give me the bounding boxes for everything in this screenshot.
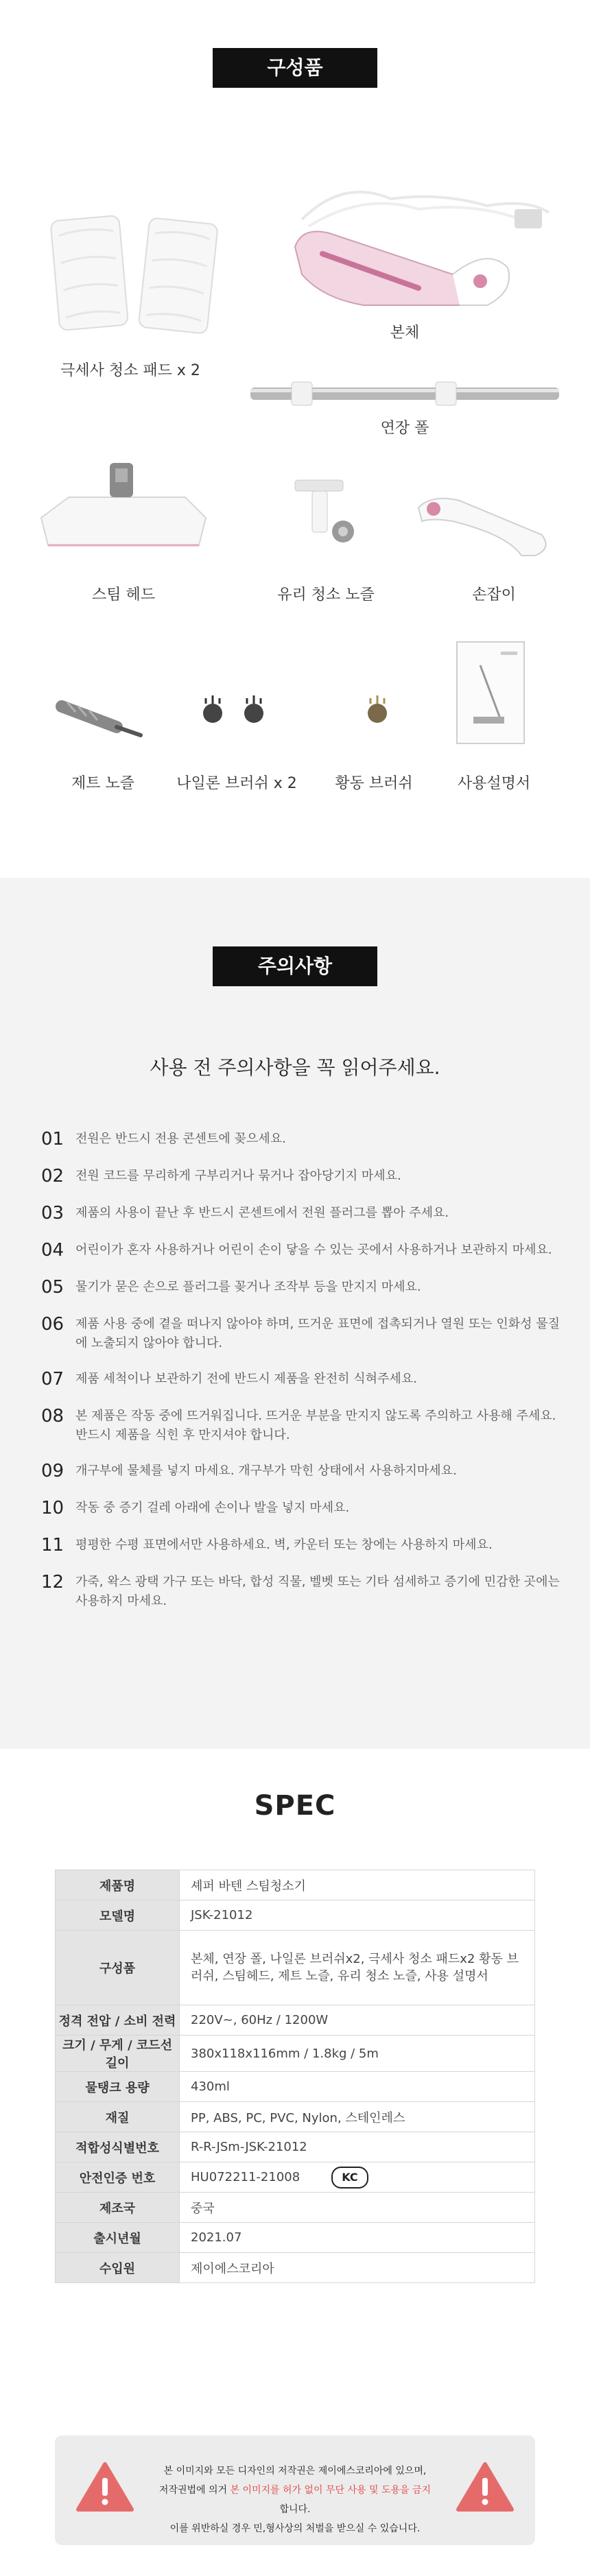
caution-text: 제품 세척이나 보관하기 전에 반드시 제품을 완전히 식혀주세요. — [75, 1372, 417, 1386]
notice-line-3: 이를 위반하실 경우 민,형사상의 처벌을 받으실 수 있습니다. — [169, 2523, 421, 2534]
nylon-brushes-image — [196, 686, 278, 734]
spec-value: 430ml — [180, 2072, 535, 2102]
spec-key: 정격 전압 / 소비 전력 — [56, 2005, 180, 2036]
caution-number: 08 — [41, 1406, 64, 1427]
component-label-body: 본체 — [390, 324, 420, 342]
caution-number: 03 — [41, 1203, 64, 1224]
caution-item — [41, 1497, 563, 1519]
cautions-title: 주의사항 — [213, 946, 377, 986]
caution-number: 01 — [41, 1129, 64, 1149]
caution-item — [41, 1128, 563, 1150]
spec-row — [56, 2253, 535, 2283]
spec-row — [56, 1870, 535, 1900]
caution-item — [41, 1276, 563, 1298]
caution-item — [41, 1405, 563, 1445]
jet-nozzle-image — [48, 686, 151, 748]
caution-text: 전원은 반드시 전용 콘센트에 꽂으세요. — [75, 1132, 286, 1146]
spec-row — [56, 1900, 535, 1931]
caution-item — [41, 1313, 563, 1353]
spec-row — [56, 2193, 535, 2223]
spec-key: 출시년월 — [56, 2223, 180, 2253]
cautions-section — [0, 878, 590, 1749]
component-label-glass-nozzle: 유리 청소 노즐 — [277, 586, 375, 604]
spec-key: 제품명 — [56, 1870, 180, 1900]
caution-text: 제품의 사용이 끝난 후 반드시 콘센트에서 전원 플러그를 뽑아 주세요. — [75, 1206, 449, 1220]
notice-text — [158, 2461, 432, 2538]
caution-number: 09 — [41, 1461, 64, 1481]
spec-key: 모델명 — [56, 1900, 180, 1931]
caution-text: 평평한 수평 표면에서만 사용하세요. 벽, 카운터 또는 창에는 사용하지 마세요. — [75, 1538, 493, 1552]
main-body-image — [281, 171, 569, 329]
notice-line-2 — [158, 2481, 432, 2519]
cautions-intro: 사용 전 주의사항을 꼭 읽어주세요. — [150, 1056, 440, 1079]
caution-item — [41, 1460, 563, 1482]
spec-row — [56, 1931, 535, 2005]
caution-text: 어린이가 혼자 사용하거나 어린이 손이 닿을 수 있는 곳에서 사용하거나 보관하지 마세요. — [75, 1243, 552, 1257]
caution-item — [41, 1202, 563, 1224]
components-title: 구성품 — [213, 48, 377, 88]
caution-item — [41, 1165, 563, 1187]
spec-value: PP, ABS, PC, PVC, Nylon, 스테인레스 — [180, 2102, 535, 2132]
components-section — [0, 0, 590, 878]
spec-value: R-R-JSm-JSK-21012 — [180, 2132, 535, 2162]
spec-row — [56, 2036, 535, 2072]
caution-number: 12 — [41, 1572, 64, 1593]
kc-mark-icon: KC — [331, 2167, 368, 2189]
copyright-notice — [55, 2435, 535, 2545]
microfiber-pads-image — [41, 206, 233, 343]
caution-text: 작동 중 증기 걸레 아래에 손이나 발을 넣지 마세요. — [75, 1501, 350, 1515]
spec-row — [56, 2102, 535, 2132]
spec-section — [0, 1749, 590, 2479]
caution-number: 07 — [41, 1369, 64, 1390]
brass-brush-image — [357, 686, 398, 734]
spec-row — [56, 2162, 535, 2193]
spec-key: 물탱크 용량 — [56, 2072, 180, 2102]
caution-item — [41, 1571, 563, 1611]
caution-number: 11 — [41, 1535, 64, 1555]
component-label-nylon-brush: 나일론 브러쉬 x 2 — [176, 775, 297, 792]
spec-value: JSK-21012 — [180, 1900, 535, 1931]
component-label-steam-head: 스팀 헤드 — [91, 586, 155, 604]
caution-item — [41, 1534, 563, 1556]
notice-line-2c: 합니다. — [279, 2504, 311, 2515]
glass-nozzle-image — [274, 466, 377, 569]
spec-value: 380x118x116mm / 1.8kg / 5m — [180, 2036, 535, 2072]
caution-item — [41, 1368, 563, 1390]
spec-row — [56, 2072, 535, 2102]
spec-value-with-kc — [180, 2162, 535, 2193]
spec-value: 셰퍼 바텐 스팀청소기 — [180, 1870, 535, 1900]
handle-image — [405, 480, 569, 569]
spec-row — [56, 2223, 535, 2253]
spec-row — [56, 2132, 535, 2162]
caution-number: 06 — [41, 1314, 64, 1335]
spec-key: 재질 — [56, 2102, 180, 2132]
spec-value: 제이에스코리아 — [180, 2253, 535, 2283]
caution-text: 본 제품은 작동 중에 뜨거워집니다. 뜨거운 부분을 만지지 않도록 주의하고 사용해 주세요. 반드시 제품을 식힌 후 만지셔야 합니다. — [75, 1409, 556, 1442]
caution-text: 개구부에 물체를 넣지 마세요. 개구부가 막힌 상태에서 사용하지마세요. — [75, 1464, 457, 1478]
steam-head-image — [27, 456, 220, 573]
cautions-list — [41, 1128, 563, 1626]
manual-image — [453, 638, 528, 748]
caution-number: 10 — [41, 1498, 64, 1518]
spec-value: 220V~, 60Hz / 1200W — [180, 2005, 535, 2036]
caution-text: 가죽, 왁스 광택 가구 또는 바닥, 합성 직물, 벨벳 또는 기타 섬세하고 증기에 민감한 곳에는 사용하지 마세요. — [75, 1575, 560, 1608]
caution-text: 제품 사용 중에 곁을 떠나지 않아야 하며, 뜨거운 표면에 접촉되거나 열원 또는 인화성 물질에 노출되지 않아야 합니다. — [75, 1317, 560, 1350]
spec-key: 적합성식별번호 — [56, 2132, 180, 2162]
warning-right-icon — [456, 2460, 515, 2514]
component-label-pole: 연장 폴 — [380, 420, 429, 437]
spec-value: HU072211-21008 — [191, 2169, 300, 2184]
component-label-jet-nozzle: 제트 노즐 — [71, 775, 134, 792]
warning-left-icon — [75, 2460, 134, 2514]
spec-key: 수입원 — [56, 2253, 180, 2283]
caution-text: 물기가 묻은 손으로 플러그를 꽂거나 조작부 등을 만지지 마세요. — [75, 1280, 421, 1294]
caution-number: 02 — [41, 1166, 64, 1186]
spec-value: 본체, 연장 폴, 나일론 브러쉬x2, 극세사 청소 패드x2 황동 브러쉬, 스팀헤드, 제트 노즐, 유리 청소 노즐, 사용 설명서 — [180, 1931, 535, 2005]
component-label-pads: 극세사 청소 패드 x 2 — [60, 362, 200, 379]
notice-line-1: 본 이미지와 모든 디자인의 저작권은 제이에스코리아에 있으며, — [163, 2466, 427, 2477]
component-label-manual: 사용설명서 — [457, 775, 531, 792]
spec-table — [55, 1870, 535, 2283]
component-label-brass-brush: 황동 브러쉬 — [335, 775, 413, 792]
component-label-handle: 손잡이 — [472, 586, 516, 604]
caution-number: 05 — [41, 1277, 64, 1298]
spec-key: 제조국 — [56, 2193, 180, 2223]
caution-item — [41, 1239, 563, 1261]
spec-key: 안전인증 번호 — [56, 2162, 180, 2193]
spec-title: SPEC — [254, 1790, 336, 1822]
spec-key: 구성품 — [56, 1931, 180, 2005]
spec-key: 크기 / 무게 / 코드선 길이 — [56, 2036, 180, 2072]
spec-value: 2021.07 — [180, 2223, 535, 2253]
spec-value: 중국 — [180, 2193, 535, 2223]
notice-line-2a: 저작권법에 의거 — [158, 2485, 231, 2496]
caution-number: 04 — [41, 1240, 64, 1261]
spec-row — [56, 2005, 535, 2036]
notice-line-2b: 본 이미지를 허가 없이 무단 사용 및 도용을 금지 — [230, 2485, 432, 2496]
caution-text: 전원 코드를 무리하게 구부리거나 묶거나 잡아당기지 마세요. — [75, 1169, 401, 1183]
extension-pole-image — [244, 374, 566, 415]
